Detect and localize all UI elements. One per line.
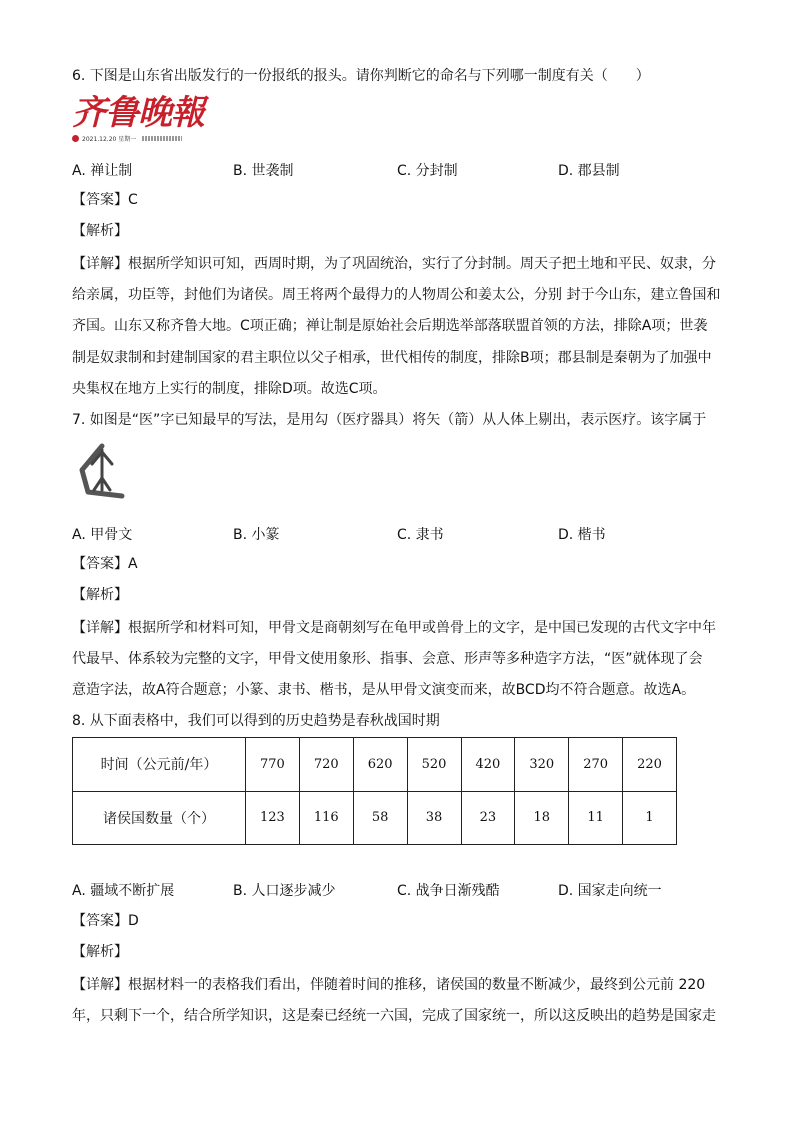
table-cell: 520 [407,738,461,792]
table-header-cell: 时间（公元前/年） [73,738,246,792]
q7-analysis-label: 【解析】 [72,587,128,603]
q7-option-c: C. 隶书 [397,527,444,543]
detail-line: 制是奴隶制和封建制国家的君主职位以父子相承，世代相传的制度，排除B项；郡县制是秦朝为了加强中 [72,349,712,366]
q6-option-a: A. 禅让制 [72,163,133,179]
q7-options [72,524,722,544]
table-cell: 11 [569,791,623,845]
table-cell: 23 [461,791,515,845]
table-cell: 116 [299,791,353,845]
detail-line: 代最早、体系较为完整的文字，甲骨文使用象形、指事、会意、形声等多种造字方法，“医”就体现了会 [72,651,703,668]
q7-detail [72,613,722,707]
masthead-fine-print [142,136,182,141]
q8-option-b: B. 人口逐步减少 [233,883,336,899]
detail-line: 央集权在地方上实行的制度，排除D项。故选C项。 [72,380,387,397]
table-cell: 38 [407,791,461,845]
q6-analysis-label: 【解析】 [72,223,128,239]
table-cell: 420 [461,738,515,792]
q8-detail [72,970,722,1032]
masthead-title: 齐鲁晚報 [72,93,204,133]
detail-line: 【详解】根据材料一的表格我们看出，伴随着时间的推移，诸侯国的数量不断减少，最终到公元前 220 [72,977,706,993]
masthead-logo-icon [72,135,79,142]
table-cell: 123 [246,791,300,845]
q8-analysis-label: 【解析】 [72,944,128,960]
q8-option-c: C. 战争日渐残酷 [397,883,500,899]
masthead-date: 2021.12.20 星期一 [82,136,137,143]
table-cell: 58 [353,791,407,845]
q8-option-d: D. 国家走向统一 [558,883,662,899]
table-row [73,791,677,845]
q6-option-d: D. 郡县制 [558,163,620,179]
detail-line: 意造字法，故A符合题意；小篆、隶书、楷书，是从甲骨文演变而来，故BCD均不符合题意。故选A。 [72,682,696,699]
q6-detail [72,249,722,405]
q8-answer [72,911,139,931]
answer-label: 【答案】 [72,192,128,208]
detail-line: 给亲属，功臣等，封他们为诸侯。周王将两个最得力的人物周公和姜太公，分别 封于今山东，建立鲁国和 [72,287,721,304]
table-cell: 18 [515,791,569,845]
table-cell: 320 [515,738,569,792]
table-cell: 770 [246,738,300,792]
answer-value: C [128,192,138,208]
ancient-yi-character-image [74,440,130,506]
newspaper-masthead-image [72,94,207,149]
answer-label: 【答案】 [72,556,128,572]
q6-stem: 6. 下图是山东省出版发行的一份报纸的报头。请你判断它的命名与下列哪一制度有关（ ） [72,68,650,84]
q8-option-a: A. 疆域不断扩展 [72,883,175,899]
table-row [73,738,677,792]
states-count-table [72,737,677,845]
q6-option-c: C. 分封制 [397,163,458,179]
table-cell: 220 [623,738,677,792]
q7-option-d: D. 楷书 [558,527,606,543]
answer-value: A [128,556,138,572]
q6-answer [72,190,138,210]
table-header-cell: 诸侯国数量（个） [73,791,246,845]
detail-line: 年，只剩下一个，结合所学知识，这是秦已经统一六国，完成了国家统一，所以这反映出的趋势是国家走 [72,1008,716,1025]
detail-line: 齐国。山东又称齐鲁大地。C项正确；禅让制是原始社会后期选举部落联盟首领的方法，排除A项；世袭 [72,318,708,335]
q7-option-a: A. 甲骨文 [72,527,133,543]
table-cell: 620 [353,738,407,792]
masthead-date-row [72,134,207,143]
table-cell: 720 [299,738,353,792]
detail-line: 【详解】根据所学知识可知，西周时期，为了巩固统治，实行了分封制。周天子把土地和平民、奴隶，分 [72,256,716,272]
detail-line: 【详解】根据所学和材料可知，甲骨文是商朝刻写在龟甲或兽骨上的文字，是中国已发现的古代文字中年 [72,620,716,636]
table-cell: 270 [569,738,623,792]
q7-stem: 7. 如图是“医”字已知最早的写法，是用勾（医疗器具）将矢（箭）从人体上剔出，表示医疗。该字属于 [72,412,707,428]
table-cell: 1 [623,791,677,845]
q8-stem: 8. 从下面表格中，我们可以得到的历史趋势是春秋战国时期 [72,713,440,729]
answer-label: 【答案】 [72,913,128,929]
q7-option-b: B. 小篆 [233,527,280,543]
q7-answer [72,554,138,574]
q8-options [72,880,722,900]
answer-value: D [128,913,139,929]
q6-options [72,160,722,180]
q6-option-b: B. 世袭制 [233,163,294,179]
